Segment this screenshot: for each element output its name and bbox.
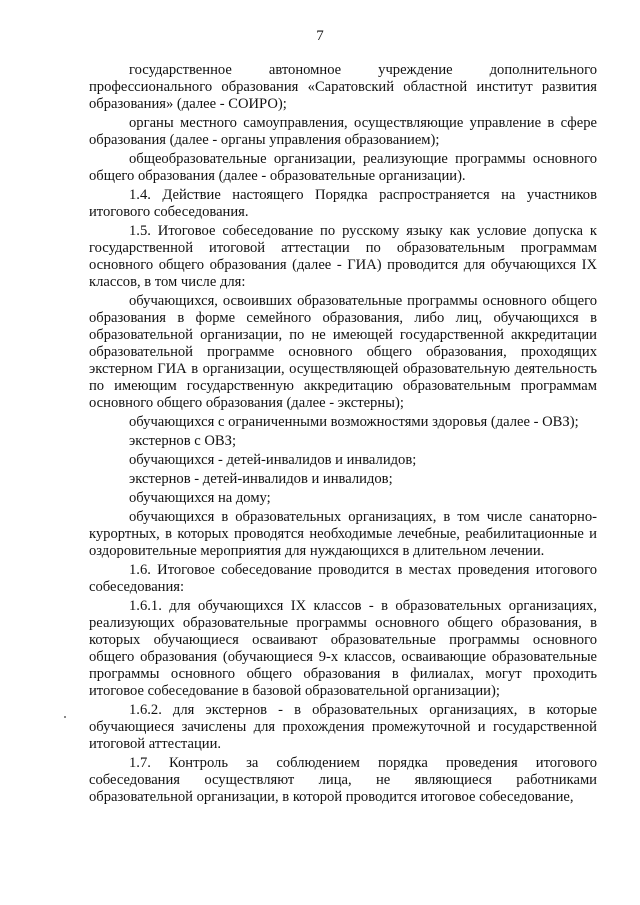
paragraph-1-4: 1.4. Действие настоящего Порядка распространяется на участников итогового собеседования. (89, 187, 597, 220)
paragraph-1-6: 1.6. Итоговое собеседование проводится в местах проведения итогового собеседования: (89, 562, 597, 595)
document-body (89, 62, 597, 806)
paragraph-family-education: обучающихся, освоивших образовательные программы основного общего образования в форме семейного образования, либо лиц, обучающихся в образовательной организации, по не имеющей государственной аккредитации образовательной программе основного общего образования, проходящих экстерном ГИА в организации, осуществляющей образовательную деятельность по имеющим государственную аккредитацию образовательным программам основного общего образования (далее - экстерны); (89, 293, 597, 411)
list-item-home-schooling: обучающихся на дому; (129, 490, 271, 506)
scan-speck (64, 716, 66, 718)
paragraph-1-5: 1.5. Итоговое собеседование по русскому языку как условие допуска к государственной итоговой аттестации по образовательным программам основного общего образования (далее - ГИА) проводится для обучающихся IX классов, в том числе для: (89, 223, 597, 290)
list-item-externs-ovz: экстернов с ОВЗ; (129, 433, 237, 449)
page-number: 7 (316, 28, 324, 44)
paragraph-local-authorities: органы местного самоуправления, осуществляющие управление в сфере образования (далее - органы управления образованием); (89, 115, 597, 148)
list-item-ovz: обучающихся с ограниченными возможностями здоровья (далее - ОВЗ); (129, 414, 579, 430)
list-item-sanatorium: обучающихся в образовательных организациях, в том числе санаторно-курортных, в которых проводятся необходимые лечебные, реабилитационные и оздоровительные мероприятия для нуждающихся в длительном лечении. (89, 509, 597, 559)
paragraph-1-6-1: 1.6.1. для обучающихся IX классов - в образовательных организациях, реализующих образовательные программы основного общего образования, в которых обучающиеся осваивают образовательные программы основного общего образования (обучающиеся 9-х классов, осваивающие образовательные программы основного общего образования в филиалах, могут проходить итоговое собеседование в базовой образовательной организации); (89, 598, 597, 699)
paragraph-soiro: государственное автономное учреждение дополнительного профессионального образования «Саратовский областной институт развития образования» (далее - СОИРО); (89, 62, 597, 112)
list-item-disabled-externs: экстернов - детей-инвалидов и инвалидов; (129, 471, 393, 487)
list-item-disabled-students: обучающихся - детей-инвалидов и инвалидов; (129, 452, 417, 468)
paragraph-schools: общеобразовательные организации, реализующие программы основного общего образования (далее - образовательные организации). (89, 151, 597, 184)
paragraph-1-7: 1.7. Контроль за соблюдением порядка проведения итогового собеседования осуществляют лица, не являющиеся работниками образовательной организации, в которой проводится итоговое собеседование, (89, 755, 597, 805)
paragraph-1-6-2: 1.6.2. для экстернов - в образовательных организациях, в которые обучающиеся зачислены для прохождения промежуточной и государственной итоговой аттестации. (89, 702, 597, 752)
